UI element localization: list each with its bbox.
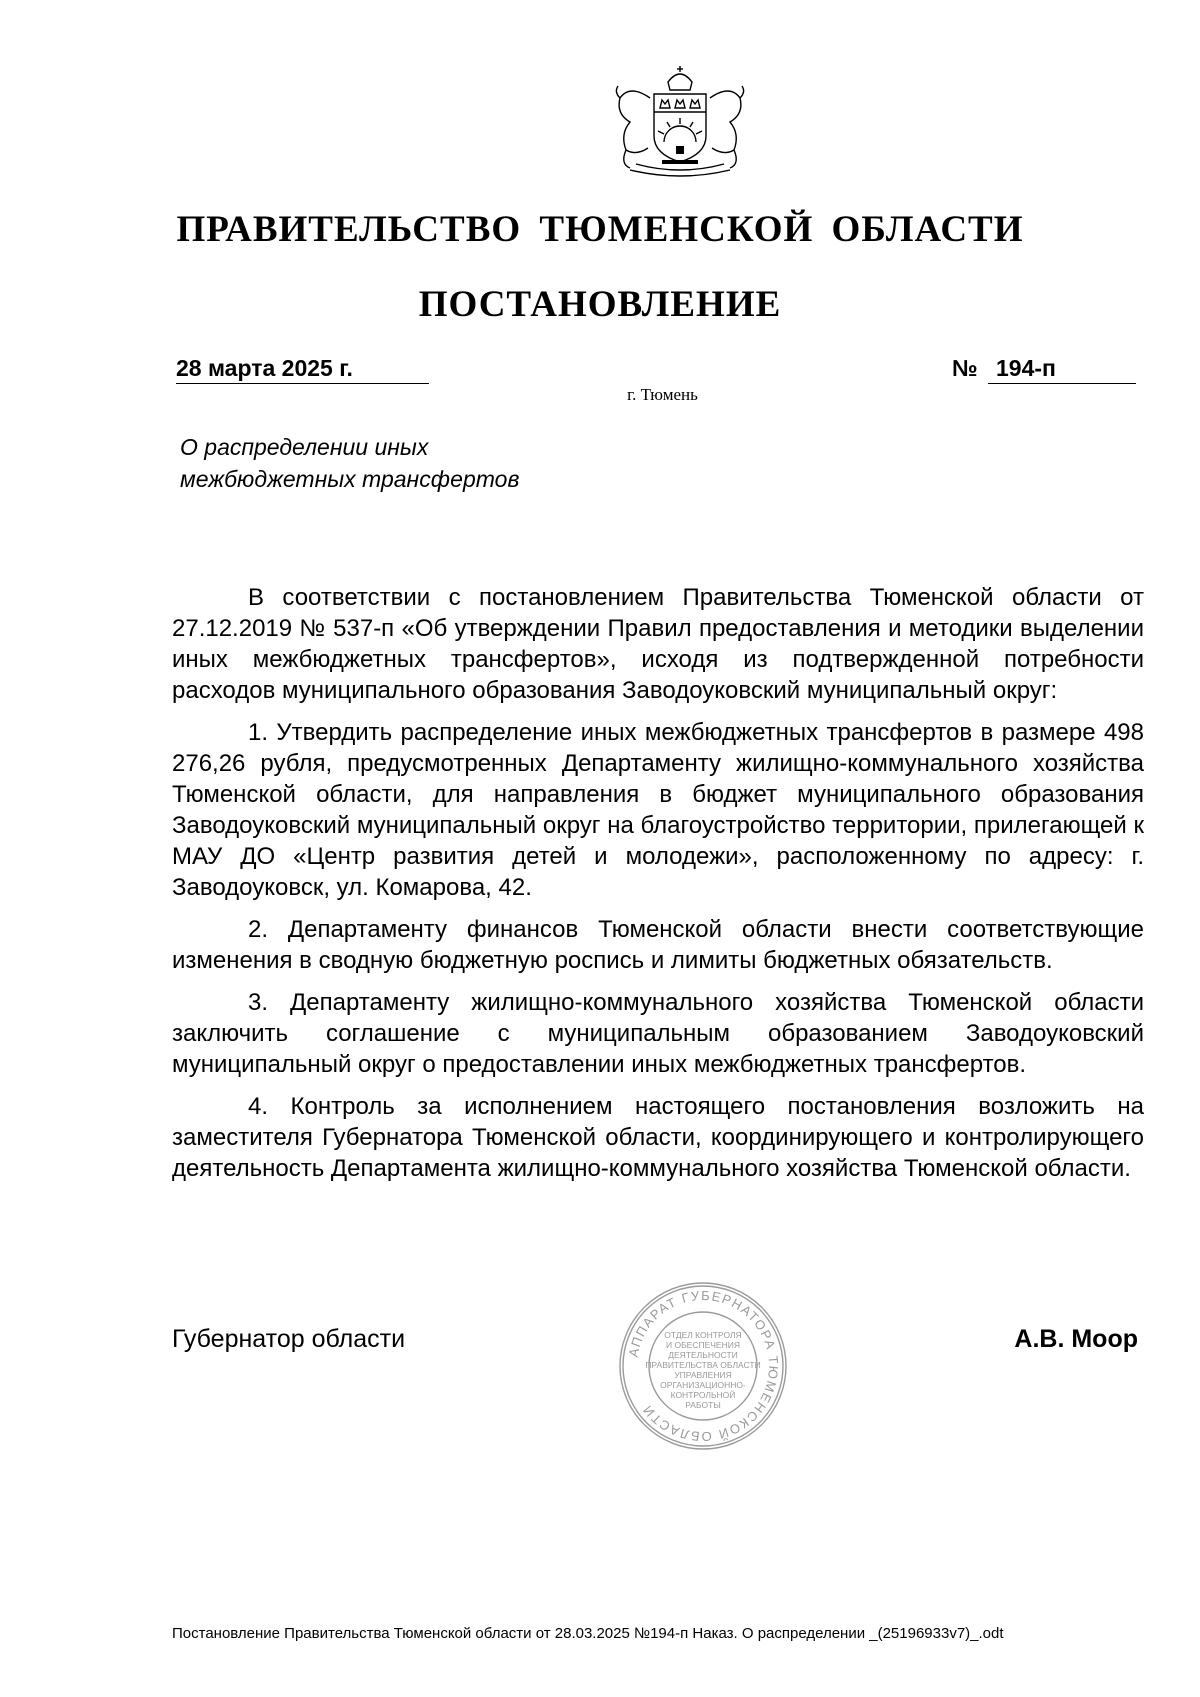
document-number-block [952, 354, 1136, 382]
official-stamp [617, 1280, 789, 1452]
stamp-inner-line: И ОБЕСПЕЧЕНИЯ [666, 1340, 740, 1350]
organization-title: ПРАВИТЕЛЬСТВО ТЮМЕНСКОЙ ОБЛАСТИ [176, 209, 1024, 250]
document-city: г. Тюмень [627, 385, 698, 404]
subject-line: межбюджетных трансфертов [180, 466, 520, 492]
stamp-inner-line: КОНТРОЛЬНОЙ [670, 1390, 736, 1400]
svg-text:АППАРАТ ГУБЕРНАТОРА ТЮМЕНСКОЙ: АППАРАТ ГУБЕРНАТОРА ТЮМЕНСКОЙ ОБЛАСТИ [625, 1287, 782, 1445]
body-paragraph-preamble: В соответствии с постановлением Правительства Тюменской области от 27.12.2019 № 537-п «Об утверждении Правил предоставления и методики выделении иных межбюджетных трансфертов», исходя из подтвержденной потребности расходов муниципального образования Заводоуковский муниципальный округ: [172, 584, 1144, 704]
body-paragraph-1: 1. Утвердить распределение иных межбюджетных трансфертов в размере 498 276,26 рубля, предусмотренных Департаменту жилищно-коммунального хозяйства Тюменской области, для направления в бюджет муниципального образования Заводоуковский муниципальный округ на благоустройство территории, прилегающей к МАУ ДО «Центр развития детей и молодежи», расположенному по адресу: г. Заводоуковск, ул. Комарова, 42. [172, 719, 1144, 901]
subject-line: О распределении иных [180, 434, 429, 460]
stamp-inner-line: ОРГАНИЗАЦИОННО- [660, 1380, 746, 1390]
body-paragraph-4: 4. Контроль за исполнением настоящего постановления возложить на заместителя Губернатора Тюменской области, координирующего и контролирующего деятельность Департамента жилищно-коммунального хозяйства Тюменской области. [172, 1093, 1144, 1182]
number-sign: № [952, 355, 978, 381]
signer-name: А.В. Моор [1014, 1325, 1138, 1353]
coat-of-arms-emblem [590, 64, 770, 184]
body-paragraph-2: 2. Департаменту финансов Тюменской области внести соответствующие изменения в сводную бюджетную роспись и лимиты бюджетных обязательств. [172, 916, 1144, 974]
stamp-inner-line: ПРАВИТЕЛЬСТВА ОБЛАСТИ [645, 1360, 761, 1370]
footer-file-reference: Постановление Правительства Тюменской области от 28.03.2025 №194-п Наказ. О распределении _(25196933v7)_.odt [172, 1625, 1004, 1642]
document-body [172, 582, 1144, 1195]
stamp-inner-line: ДЕЯТЕЛЬНОСТИ [668, 1350, 738, 1360]
document-subject [180, 431, 600, 495]
signer-title: Губернатор области [172, 1325, 406, 1353]
document-number: 194-п [988, 354, 1136, 384]
document-date: 28 марта 2025 г. [176, 354, 429, 384]
stamp-inner-line: РАБОТЫ [685, 1400, 721, 1410]
document-type-title: ПОСТАНОВЛЕНИЕ [418, 284, 782, 325]
stamp-inner-line: ОТДЕЛ КОНТРОЛЯ [664, 1330, 742, 1340]
stamp-inner-line: УПРАВЛЕНИЯ [674, 1370, 732, 1380]
body-paragraph-3: 3. Департаменту жилищно-коммунального хозяйства Тюменской области заключить соглашение с муниципальным образованием Заводоуковский муниципальный округ о предоставлении иных межбюджетных трансфертов. [172, 989, 1144, 1078]
